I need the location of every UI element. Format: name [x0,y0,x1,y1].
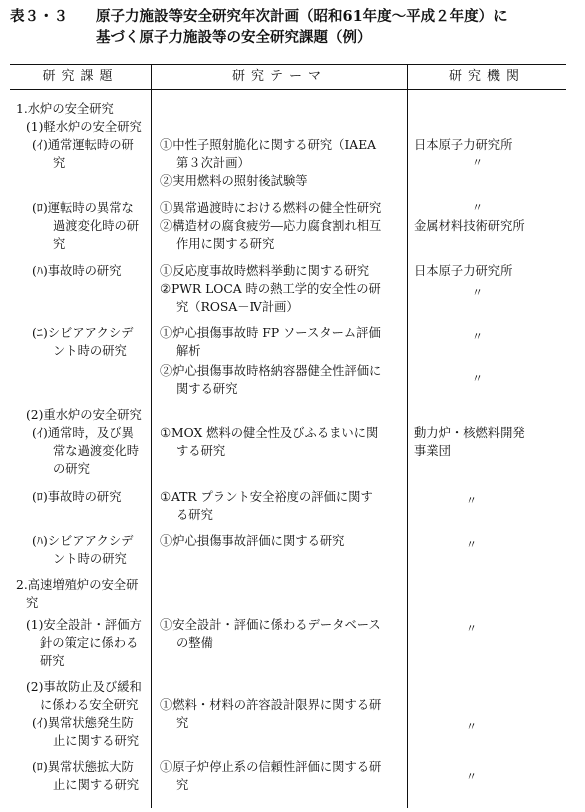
subject-line: 2.高速増殖炉の安全研 [16,578,139,592]
caption-line-2: 基づく原子力施設等の安全研究課題（例） [96,29,372,46]
theme-line: する研究 [176,444,226,458]
header-bottom-rule [10,89,566,90]
theme-line: ①原子炉停止系の信頼性評価に関する研 [160,760,382,774]
subject-line: (ﾆ)シビアアクシデ [32,326,134,340]
theme-line: ②炉心損傷事故時格納容器健全性評価に [160,364,382,378]
subject-line: に係わる安全研究 [40,698,139,712]
header-theme: 研究テーマ [231,69,327,84]
subject-line: 究 [26,596,39,610]
org-line: 日本原子力研究所 [414,264,513,278]
theme-line: ①中性子照射脆化に関する研究（IAEA [160,138,377,152]
subject-line: ント時の研究 [53,344,127,358]
header-subject: 研究課題 [42,69,119,84]
caption-line-1: 原子力施設等安全研究年次計画（昭和61年度～平成２年度）に [96,8,508,25]
subject-line: 止に関する研究 [53,778,140,792]
subject-line: 1.水炉の安全研究 [16,102,114,116]
subject-line: 研究 [40,654,65,668]
subject-line: 過渡変化時の研 [53,219,140,233]
ditto-mark: 〃 [472,156,483,169]
ditto-mark: 〃 [466,494,477,507]
theme-line: 究 [176,778,189,792]
subject-line: (1)軽水炉の安全研究 [26,120,142,134]
theme-line: ①ATR プラント安全裕度の評価に関す [160,490,373,504]
theme-line: 究 [176,716,189,730]
ditto-mark: 〃 [466,622,477,635]
subject-line: (1)安全設計・評価方 [26,618,142,632]
theme-line: ①反応度事故時燃料挙動に関する研究 [160,264,370,278]
theme-line: ①MOX 燃料の健全性及びふるまいに関 [160,426,379,440]
org-line: 事業団 [414,444,451,458]
subject-line: (ﾛ)運転時の異常な [32,201,134,215]
theme-line: ②実用燃料の照射後試験等 [160,174,308,188]
subject-line: 究 [53,237,66,251]
theme-line: 作用に関する研究 [176,237,275,251]
ditto-mark: 〃 [472,372,483,385]
subject-line: (ｲ)通常運転時の研 [32,138,134,152]
subject-line: 止に関する研究 [53,734,140,748]
org-line: 動力炉・核燃料開発 [414,426,525,440]
theme-line: 関する研究 [176,382,238,396]
table-top-rule [10,64,566,65]
org-line: 日本原子力研究所 [414,138,513,152]
subject-line: (2)重水炉の安全研究 [26,408,142,422]
theme-line: 解析 [176,344,201,358]
subject-line: 究 [53,156,66,170]
theme-line: る研究 [176,508,213,522]
column-divider-1 [151,64,152,808]
ditto-mark: 〃 [472,330,483,343]
theme-line: 究（ROSA－Ⅳ計画） [176,300,299,314]
theme-line: ②PWR LOCA 時の熱工学的安全性の研 [160,282,381,296]
ditto-mark: 〃 [466,770,477,783]
theme-line: ①安全設計・評価に係わるデータベース [160,618,381,632]
table-number: 表３・３ [10,8,68,25]
subject-line: (ﾊ)シビアアクシデ [32,534,134,548]
subject-line: 針の策定に係わる [40,636,139,650]
theme-line: ②構造材の腐食疲労―応力腐食割れ相互 [160,219,382,233]
ditto-mark: 〃 [466,720,477,733]
ditto-mark: 〃 [466,538,477,551]
theme-line: の整備 [176,636,213,650]
theme-line: ①炉心損傷事故評価に関する研究 [160,534,345,548]
subject-line: ント時の研究 [53,552,127,566]
column-divider-2 [407,64,408,808]
theme-line: ①燃料・材料の許容設計限界に関する研 [160,698,382,712]
theme-line: ①炉心損傷事故時 FP ソースターム評価 [160,326,381,340]
subject-line: (ﾛ)事故時の研究 [32,490,122,504]
subject-line: の研究 [53,462,90,476]
subject-line: (ﾛ)異常状態拡大防 [32,760,134,774]
subject-line: (ｲ)異常状態発生防 [32,716,134,730]
header-org: 研究機関 [448,69,525,84]
ditto-mark: 〃 [472,201,483,214]
theme-line: 第３次計画） [176,156,250,170]
theme-line: ①異常過渡時における燃料の健全性研究 [160,201,382,215]
subject-line: (2)事故防止及び緩和 [26,680,142,694]
subject-line: 常な過渡変化時 [53,444,140,458]
subject-line: (ﾊ)事故時の研究 [32,264,122,278]
org-line: 金属材料技術研究所 [414,219,525,233]
subject-line: (ｲ)通常時，及び異 [32,426,134,440]
table-caption [10,6,580,48]
ditto-mark: 〃 [472,286,483,299]
